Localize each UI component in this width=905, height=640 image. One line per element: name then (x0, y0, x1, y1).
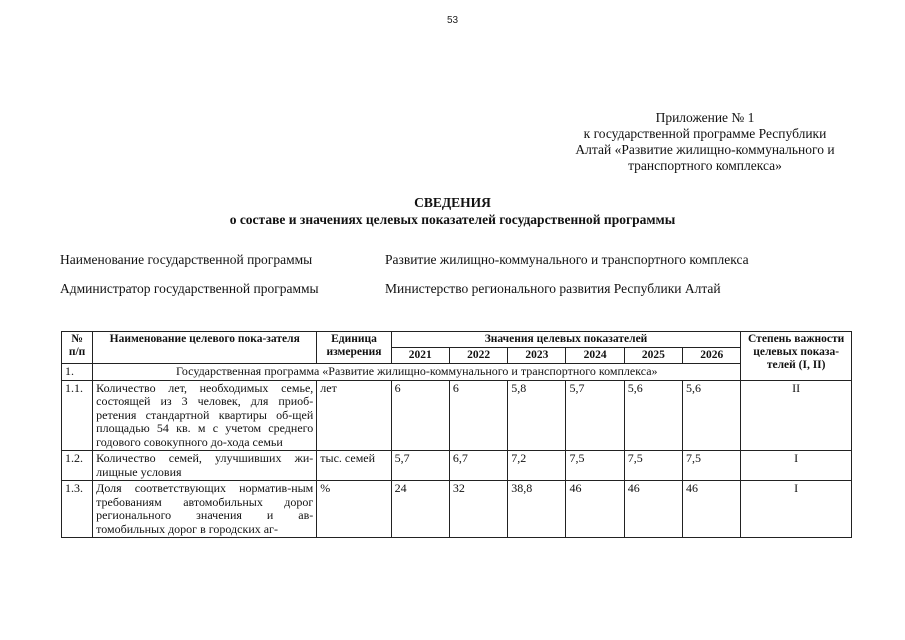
row-value: 46 (566, 481, 624, 538)
row-value: 46 (624, 481, 682, 538)
row-importance: I (741, 481, 852, 538)
header-name: Наименование целевого пока-зателя (93, 332, 317, 364)
appendix-line: Приложение № 1 (655, 110, 755, 125)
row-value: 6 (449, 380, 507, 451)
row-value: 38,8 (508, 481, 566, 538)
row-unit: лет (317, 380, 391, 451)
appendix-line: транспортного комплекса» (628, 158, 782, 173)
row-value: 7,5 (566, 451, 624, 481)
header-unit: Единица измерения (317, 332, 391, 364)
document-title (0, 194, 905, 228)
row-indicator-name: Количество лет, необходимых семье, состоящей из 3 человек, для приоб-ретения стандартной квартиры об-щей площадью 54 кв. м с учетом среднего годового совокупного до-хода семьи (93, 380, 317, 451)
row-value: 7,5 (624, 451, 682, 481)
page-number: 53 (446, 15, 459, 26)
appendix-line: Алтай «Развитие жилищно-коммунального и (575, 142, 835, 157)
row-importance: II (741, 380, 852, 451)
row-value: 46 (683, 481, 741, 538)
row-indicator-name: Количество семей, улучшивших жи-лищные условия (93, 451, 317, 481)
title-sub: о составе и значениях целевых показателей государственной программы (229, 212, 676, 227)
appendix-heading (520, 110, 890, 174)
table-row (62, 380, 852, 451)
header-importance: Степень важности целевых показа-телей (I, II) (741, 332, 852, 381)
row-value: 7,5 (683, 451, 741, 481)
row-value: 6 (391, 380, 449, 451)
header-year: 2025 (624, 348, 682, 364)
row-value: 24 (391, 481, 449, 538)
row-value: 6,7 (449, 451, 507, 481)
title-main: СВЕДЕНИЯ (414, 195, 491, 210)
table-row (62, 451, 852, 481)
header-year: 2021 (391, 348, 449, 364)
header-year: 2026 (683, 348, 741, 364)
row-num: 1.1. (62, 380, 93, 451)
row-importance: I (741, 451, 852, 481)
row-num: 1.3. (62, 481, 93, 538)
row-value: 5,6 (683, 380, 741, 451)
header-year: 2023 (508, 348, 566, 364)
row-indicator-name: Доля соответствующих норматив-ным требованиям автомобильных дорог регионального значения и ав-томобильных дорог в городских аг- (93, 481, 317, 538)
administrator-label: Администратор государственной программы (60, 281, 319, 296)
header-year: 2024 (566, 348, 624, 364)
row-unit: тыс. семей (317, 451, 391, 481)
row-value: 5,7 (566, 380, 624, 451)
row-value: 5,7 (391, 451, 449, 481)
program-name-label: Наименование государственной программы (60, 252, 313, 267)
program-name-value: Развитие жилищно-коммунального и транспортного комплекса (385, 252, 749, 267)
header-num: № п/п (62, 332, 93, 364)
administrator-value: Министерство регионального развития Республики Алтай (385, 281, 721, 296)
section-title: Государственная программа «Развитие жилищно-коммунального и транспортного комплекса» (93, 364, 741, 381)
header-year: 2022 (449, 348, 507, 364)
section-num: 1. (62, 364, 93, 381)
row-unit: % (317, 481, 391, 538)
row-value: 7,2 (508, 451, 566, 481)
indicators-table (61, 331, 852, 538)
appendix-line: к государственной программе Республики (583, 126, 827, 141)
row-value: 5,6 (624, 380, 682, 451)
row-value: 5,8 (508, 380, 566, 451)
row-num: 1.2. (62, 451, 93, 481)
row-value: 32 (449, 481, 507, 538)
header-values-group: Значения целевых показателей (391, 332, 741, 348)
table-row (62, 481, 852, 538)
